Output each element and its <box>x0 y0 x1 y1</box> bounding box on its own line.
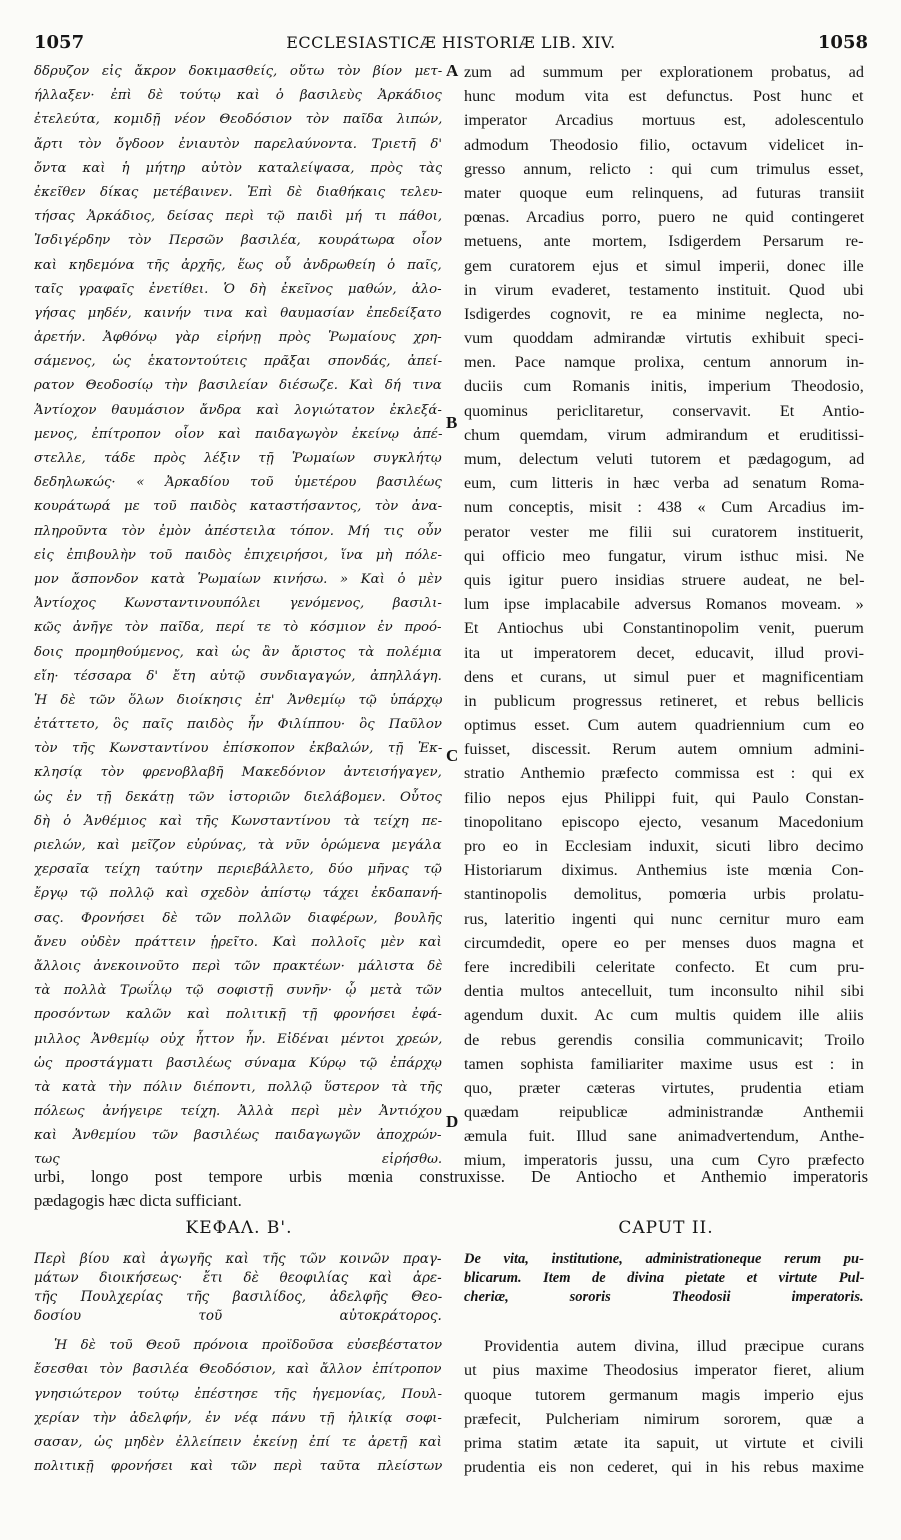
greek-text-line: ὡς ἐν τῇ δεκάτῃ τῶν ἱστοριῶν διελάβομεν. Οὗτος <box>34 789 442 805</box>
greek-text-line: ἄνευ οὐδὲν πράττειν ᾑρεῖτο. Καὶ πολλοῖς μὲν καὶ <box>34 934 442 950</box>
greek-text-line: ὄντα καὶ ἡ μήτηρ αὐτὸν καταλείψασα, πρὸς τὰς <box>34 160 442 176</box>
greek-body-line: ἔσεσθαι τὸν βασιλέα Θεοδόσιον, καὶ ἄλλον ἐπίτροπον <box>34 1362 442 1378</box>
greek-summary-line: τῆς Πουλχερίας τῆς βασιλίδος, ἀδελφῆς Θεο- <box>34 1289 442 1305</box>
greek-text-line: κλησίᾳ τὸν φρενοβλαβῆ Μακεδόνιον ἀντεισήγαγεν, <box>34 765 442 781</box>
greek-text-column <box>34 60 444 1173</box>
greek-text-line: ἄλλοις ἀνεκοινοῦτο περὶ τῶν πρακτέων· μάλιστα δὲ <box>34 958 442 974</box>
running-title: ECCLESIASTICÆ HISTORIÆ LIB. XIV. <box>286 33 616 52</box>
latin-text-line: quis igitur puero insidias struere audeat, ne bel- <box>464 570 864 589</box>
greek-text-line: δοις προμηθούμενος, καὶ ὡς ἂν ἄριστος τὰ πολέμια <box>34 644 442 660</box>
latin-text-line: in virum evaderet, testamento instituit. Quod ubi <box>464 280 864 299</box>
latin-text-line: zum ad summum per explorationem probatus, ad <box>464 63 864 81</box>
latin-text-line: gem curatorem ejus et simul imperii, donec ille <box>464 256 864 275</box>
latin-body-line: prudentia eis non cederet, qui in his rebus maxime <box>464 1458 864 1477</box>
greek-chapter-body <box>34 1334 444 1480</box>
latin-body-line: prima statim ætate ita sapuit, ut virtute et civili <box>464 1434 864 1453</box>
greek-text-line: δὴ ὁ Ἀνθέμιος καὶ τῆς Κωνσταντίνου τὰ τείχη πε- <box>34 813 442 829</box>
full-width-text <box>34 1165 868 1213</box>
latin-text-line: mum, delectum veluti tutorem et pædagogum, ad <box>464 450 864 468</box>
greek-text-line: ήλλαξεν· ἐπὶ δὲ τούτῳ καὶ ὁ βασιλεὺς Ἀρκάδιος <box>34 88 442 104</box>
latin-text-line: rus, lateritio ingenti qui nunc cernitur muro eam <box>464 909 864 928</box>
greek-text-line: τήσας Ἀρκάδιος, δείσας περὶ τῷ παιδὶ μή τι πάθοι, <box>34 209 442 225</box>
greek-body-line: γνησιώτερον τούτῳ ἐπέστησε τῆς ἡγεμονίας, Πουλ- <box>34 1386 442 1402</box>
latin-text-line: dens et curans, ut simul puer et magnificentiam <box>464 667 864 686</box>
latin-text-line: Et Antiochus ubi Constantinopolim venit, puerum <box>464 619 864 638</box>
page-number-right: 1058 <box>817 32 868 53</box>
greek-text-line: Ἀντίοχος Κωνσταντινουπόλει γενόμενος, βασιλι- <box>34 596 442 612</box>
latin-body-line: præfecit, Pulcheriam nimirum sororem, quæ a <box>464 1409 864 1428</box>
greek-summary-line: Περὶ βίου καὶ ἀγωγῆς καὶ τῆς τῶν κοινῶν πραγ- <box>34 1251 442 1267</box>
latin-chapter-summary <box>464 1250 866 1307</box>
latin-text-line: vum quoddam admirandæ virtutis exhibuit speci- <box>464 329 864 348</box>
latin-text-line: quædam reipublicæ administrandæ Anthemii <box>464 1103 864 1122</box>
latin-text-line: eum, cum litteris in hæc verba ad senatum Roma- <box>464 474 864 493</box>
greek-body-line: Ἡ δὲ τοῦ Θεοῦ πρόνοια προϊδοῦσα εὐσεβέστατον <box>54 1338 443 1353</box>
greek-summary-line: δοσίου τοῦ αὐτοκράτορος. <box>34 1308 442 1324</box>
latin-text-line: gresso annum, relicto : qui cum trimulus esset, <box>464 159 864 178</box>
greek-text-line: ρατον Θεοδοσίῳ τὴν βασιλείαν διέσωζε. Καὶ δή τινα <box>34 378 442 394</box>
greek-text-line: μιλλος Ἀνθεμίῳ οὐχ ἧττον ἦν. Εἰδέναι μέντοι χρεών, <box>34 1031 442 1047</box>
greek-text-line: πόλεως ἀνήγειρε τείχη. Ἀλλὰ περὶ μὲν Ἀντιόχου <box>34 1104 442 1120</box>
latin-text-line: lum ipse implacabile adversus Romanos moveam. » <box>464 595 864 614</box>
latin-text-line: Isdigerdes cognovit, re ea minime neglecta, no- <box>464 304 864 323</box>
latin-text-line: metuens, ante mortem, Isdigerdem Persarum re- <box>464 232 864 251</box>
greek-text-line: κῶς ἀνῆγε τὸν παῖδα, περί τε τὸ κόσμιον ἐν προό- <box>34 620 442 636</box>
greek-text-line: τὰ πολλὰ Τρωΐλῳ τῷ σοφιστῇ συνῆν· ᾧ μετὰ τῶν <box>34 983 442 999</box>
latin-chapter-heading: CAPUT II. <box>618 1218 714 1238</box>
latin-text-line: in publicum progressus retineret, et rebus bellicis <box>464 691 864 710</box>
greek-body-line: χερίαν τὴν ἀδελφήν, ἐν νέᾳ πάνυ τῇ ἡλικίᾳ σοφι- <box>34 1410 442 1426</box>
latin-text-line: de rebus gerendis consilia communicavit; Troilo <box>464 1030 864 1049</box>
greek-text-line: σάμενος, ὡς ἑκατοντούτεις πρᾶξαι σπονδάς, ἀπεί- <box>34 354 442 370</box>
latin-text-line: perator vester me filii sui curatorem instituerit, <box>464 522 864 541</box>
greek-text-line: ἐτάττετο, ὃς παῖς παιδὸς ἦν Φιλίππου· ὃς Παῦλον <box>34 717 442 733</box>
latin-text-line: chum quemdam, virum admirandum et eruditissi- <box>464 425 864 444</box>
greek-text-line: ὡς προστάγματι βασιλέως σύναμα Κύρῳ τῷ ἐπάρχῳ <box>34 1055 442 1071</box>
greek-text-line: μον ἄσπονδον κατὰ Ῥωμαίων κινήσω. » Καὶ ὁ μὲν <box>34 571 442 587</box>
greek-text-line: προσόντων καλῶν καὶ πολιτικῇ τῇ φρονήσει ἐφά- <box>34 1007 442 1023</box>
latin-text-line: circumdedit, opere eo per menses duos magna et <box>464 933 864 952</box>
greek-text-line: τὸν τῆς Κωνσταντίνου ἐπίσκοπον ἐκβαλών, τῇ Ἐκ- <box>34 741 442 757</box>
latin-text-line: stantinopolis demolitus, pomœria urbis prolatu- <box>464 885 864 904</box>
greek-body-line: σασαν, ὡς μηδὲν ἐλλείπειν ἐκείνῃ ἐπί τε ἀρετῇ καὶ <box>34 1435 442 1451</box>
greek-body-line: πολιτικῇ φρονήσει καὶ τῶν περὶ ταῦτα πλείστων <box>34 1459 442 1475</box>
latin-text-line: pro eo in Ecclesiam induxit, sicuti libro decimo <box>464 837 864 855</box>
latin-text-line: num conceptis, misit : 438 « Cum Arcadius im- <box>464 498 864 517</box>
greek-text-line: πληροῦντα τὸν ἐμὸν ἀπέστειλα τόπον. Μή τις οὖν <box>34 523 442 539</box>
latin-text-line: æmula fuit. Illud sane animadvertendum, Anthe- <box>464 1127 864 1146</box>
latin-text-line: fuisset, discessit. Rerum autem omnium admini- <box>464 740 864 759</box>
latin-text-line: mium, imperatoris jussu, una cum Cyro præfecto <box>464 1151 864 1170</box>
latin-body-line: ut pius maxime Theodosius imperator fieret, alium <box>464 1361 864 1380</box>
greek-text-line: στελλε, τάδε πρὸς λέξιν τῇ Ῥωμαίων συγκλήτῳ <box>34 451 442 466</box>
greek-text-line: καὶ Ἀνθεμίου τῶν βασιλέως παιδαγωγῶν ἀποχρών- <box>34 1128 442 1144</box>
greek-chapter-summary <box>34 1250 444 1326</box>
latin-summary-line: De vita, institutione, administrationeque rerum pu- <box>464 1251 864 1267</box>
latin-summary-line: blicarum. Item de divina pietate et virtute Pul- <box>464 1270 864 1286</box>
latin-text-line: agendum duxit. Ac cum multis quidem ille aliis <box>464 1006 864 1025</box>
greek-text-line: δδρυζον εἰς ἄκρον δοκιμασθείς, οὕτω τὸν βίον μετ- <box>34 64 442 79</box>
latin-text-line: men. Pace namque prolixa, centum annorum in- <box>464 353 864 372</box>
latin-text-line: quominus periclitaretur, conservavit. Et Antio- <box>464 401 864 420</box>
latin-text-line: pœnas. Arcadius porro, puero ne quid contingeret <box>464 208 864 227</box>
greek-text-line: κουράτωρά με τοῦ παιδὸς καταστήσαντος, τὸν ἀνα- <box>34 499 442 515</box>
latin-text-line: ita ut imperatorem decet, educavit, illud provi- <box>464 643 864 662</box>
latin-text-line: quo, præter cæteras virtutes, prudentia etiam <box>464 1078 864 1097</box>
greek-text-line: Ἀντίοχον θαυμάσιον ἄνδρα καὶ λογιώτατον ἐκλεξά- <box>34 402 442 418</box>
latin-body-line: quoque tutorem germanum magis imperio ejus <box>464 1385 864 1404</box>
latin-text-line: duciis cum Romanis initis, imperium Theodosio, <box>464 377 864 396</box>
greek-summary-line: μάτων διοικήσεως· ἔτι δὲ θεοφιλίας καὶ ἀρε- <box>34 1270 442 1286</box>
latin-text-line: tinopolitano episcopo ejecto, vesanum Macedonium <box>464 812 864 831</box>
latin-text-line: optimus esset. Cum autem quadriennium cum eo <box>464 716 864 735</box>
margin-letter-c: C <box>446 746 459 765</box>
greek-text-line: εἰς ἐπιβουλὴν τοῦ παιδὸς ἐπιχειρήσοι, ἵνα μὴ πόλε- <box>34 547 442 563</box>
latin-summary-line: cheriæ, sororis Theodosii imperatoris. <box>464 1289 864 1305</box>
greek-text-line: ἄρτι τὸν ὄγδοον ἐνιαυτὸν παρελαύνοντα. Τριετῆ δ' <box>34 136 442 152</box>
latin-text-line: tamen sophista familiariter maxime usus est : in <box>464 1054 864 1073</box>
full-width-line: urbi, longo post tempore urbis mœnia construxisse. De Antiocho et Anthemio imperatoris <box>34 1167 868 1186</box>
latin-chapter-body <box>464 1334 866 1480</box>
greek-text-line: δεδηλωκώς· « Ἀρκαδίου τοῦ ὑμετέρου βασιλέως <box>34 475 442 491</box>
latin-text-line: imperator Arcadius mortuus est, adolescentulo <box>464 111 864 130</box>
latin-text-line: hunc modum vita est defunctus. Post hunc et <box>464 87 864 106</box>
greek-text-line: Ἡ δὲ τῶν ὅλων διοίκησις ἐπ' Ἀνθεμίῳ τῷ ὑπάρχῳ <box>34 692 442 708</box>
margin-letter-d: D <box>446 1112 459 1131</box>
greek-text-line: ριελών, καὶ μεῖζον εὐρύνας, τὰ νῦν ὁρώμενα μεγάλα <box>34 838 442 853</box>
latin-text-line: filio nepos ejus Philippi fuit, qui Paulo Constan- <box>464 788 864 807</box>
margin-letter-a: A <box>446 61 459 80</box>
greek-text-line: μενος, ἐπίτροπον οἷον καὶ παιδαγωγὸν ἐκείνῳ ἀπέ- <box>34 426 442 442</box>
greek-text-line: ἐτελεύτα, κομιδῇ νέον Θεοδόσιον τὸν παῖδα λιπών, <box>34 112 442 128</box>
greek-text-line: εἴη· τέσσαρα δ' ἔτη αὐτῷ συνδιαγαγών, ἀπηλλάγη. <box>34 668 442 684</box>
greek-text-line: Ἰσδιγέρδην τὸν Περσῶν βασιλέα, κουράτωρα οἷον <box>34 233 442 249</box>
margin-letter-b: B <box>446 413 458 432</box>
greek-text-line: ταῖς γραφαῖς ἐνετίθει. Ὁ δὴ ἐκεῖνος μαθών, ἀλο- <box>34 281 442 297</box>
latin-text-line: dentia multos antecelluit, tum inconsulto nihil sibi <box>464 982 864 1001</box>
greek-text-line: σας. Φρονήσει δὲ τῶν πολλῶν διαφέρων, βουλῆς <box>34 910 442 926</box>
page-number-left: 1057 <box>34 32 85 53</box>
greek-text-line: ἀρετήν. Ἀφθόνῳ γὰρ εἰρήνῃ πρὸς Ῥωμαίους χρη- <box>34 330 442 346</box>
greek-text-line: χερσαῖα τείχη ταύτην περιεβάλλετο, δύο μῆνας τῷ <box>34 862 442 878</box>
latin-text-line: Historiarum diximus. Anthemius iste mœnia Con- <box>464 861 864 880</box>
latin-text-line: fere incredibili celeritate confecto. Et cum pru- <box>464 957 864 976</box>
greek-text-line: γήσας μηδέν, καινήν τινα καὶ θαυμασίαν ἐπεδείξατο <box>34 305 442 321</box>
greek-text-line: ἔργῳ τῷ πολλῷ καὶ σχεδὸν ἀπίστῳ τάχει ἐκδαπανή- <box>34 886 442 902</box>
page-header <box>34 32 868 56</box>
latin-text-line: mater quoque eum relinquens, ad futuras transiit <box>464 183 864 202</box>
latin-text-column <box>464 60 866 1173</box>
greek-text-line: ἐκεῖθεν δίκας μετέβαινεν. Ἐπὶ δὲ διαθήκαις τελευ- <box>34 184 442 200</box>
greek-text-line: τὰ κατὰ τὴν πόλιν διέποντι, πολλῷ ὕστερον τὰ τῆς <box>34 1079 442 1095</box>
latin-text-line: qui officio meo fungatur, virum isthuc misi. Ne <box>464 546 864 565</box>
latin-text-line: admodum Theodosio filio, octavum videlicet in- <box>464 135 864 154</box>
greek-chapter-heading: ΚΕΦΑΛ. Β'. <box>185 1218 293 1238</box>
latin-body-line: Providentia autem divina, illud præcipue curans <box>484 1337 865 1355</box>
greek-text-line: τως εἰρήσθω. <box>34 1152 442 1168</box>
full-width-line: pædagogis hæc dicta sufficiant. <box>34 1191 242 1211</box>
greek-text-line: καὶ κηδεμόνα τῆς ἀρχῆς, ἕως οὗ ἀνδρωθείη ὁ παῖς, <box>34 257 442 273</box>
latin-text-line: stratio Anthemio præfecto commissa est : qui ex <box>464 764 864 783</box>
